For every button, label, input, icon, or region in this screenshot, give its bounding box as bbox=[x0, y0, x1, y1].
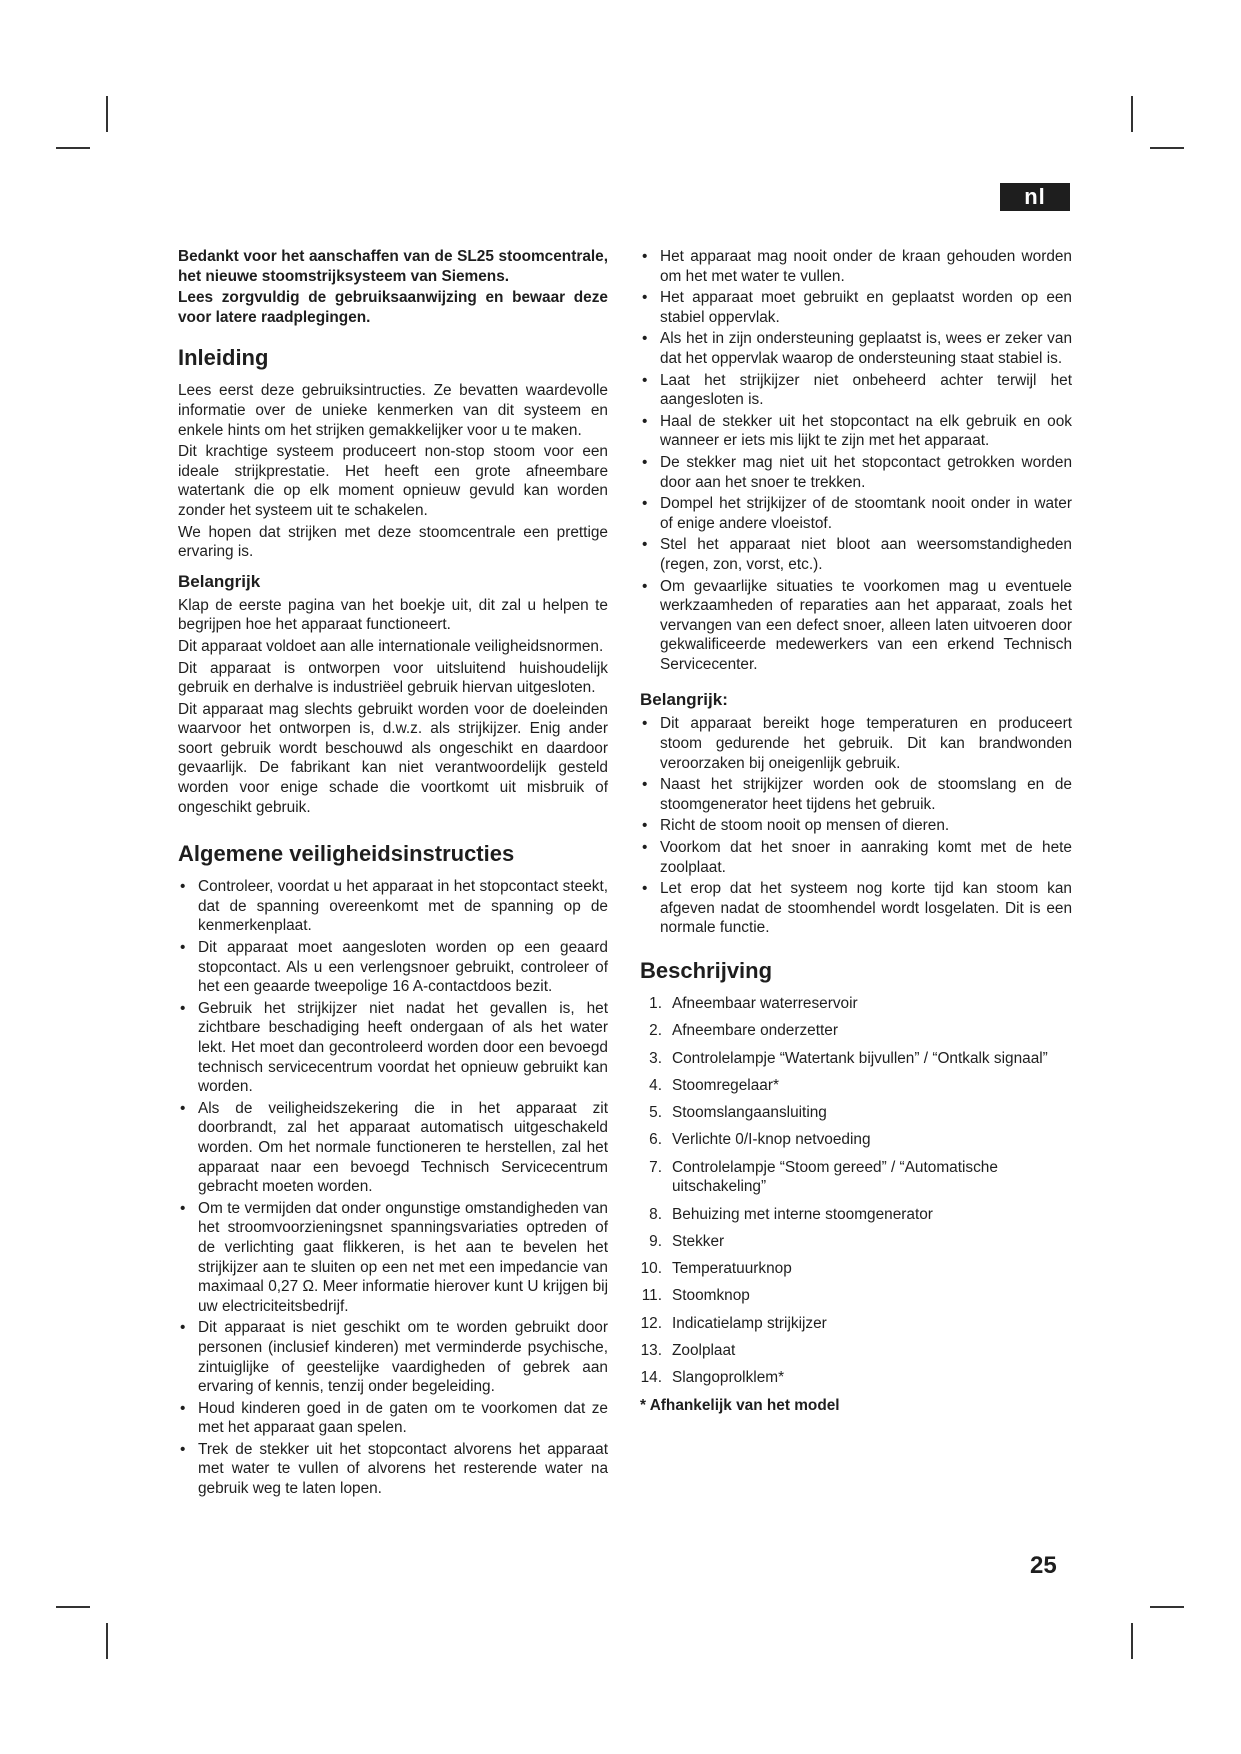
list-item: • Als de veiligheidszekering die in het apparaat zit doorbrandt, zal het apparaat automatisch uitgeschakeld worden. Om het normale functioneren te herstellen, zal het apparaat naar een bevoegd Technisch Servicecentrum gebracht moeten worden. bbox=[180, 1099, 608, 1196]
list-item: • Het apparaat moet gebruikt en geplaatst worden op een stabiel oppervlak. bbox=[642, 289, 1072, 326]
section-title-beschrijving: Beschrijving bbox=[640, 958, 773, 983]
section-title-belangrijk-2: Belangrijk: bbox=[640, 690, 728, 710]
paragraph: Klap de eerste pagina van het boekje uit, dit zal u helpen te begrijpen hoe het apparaat functioneert. bbox=[178, 596, 608, 634]
paragraph: Dit apparaat voldoet aan alle internationale veiligheidsnormen. bbox=[178, 637, 604, 655]
crop-mark-top-left-h bbox=[56, 147, 90, 149]
parts-list-item: 7. Controlelampje “Stoom gereed” / “Automatische uitschakeling” bbox=[649, 1158, 998, 1196]
list-item: • Haal de stekker uit het stopcontact na elk gebruik en ook wanneer er iets mis lijkt te zijn met het apparaat. bbox=[642, 412, 1072, 450]
parts-list-item: 13. Zoolplaat bbox=[640, 1341, 736, 1359]
list-item: • Dompel het strijkijzer of de stoomtank nooit onder in water of enige andere vloeistof. bbox=[642, 495, 1072, 532]
parts-list-item: 3. Controlelampje “Watertank bijvullen” / “Ontkalk signaal” bbox=[649, 1049, 1048, 1067]
right-column bbox=[640, 247, 1072, 1417]
important-list bbox=[640, 714, 1072, 938]
list-item: • Om gevaarlijke situaties te voorkomen mag u eventuele werkzaamheden of reparaties aan het apparaat, zoals het vervangen van een defect snoer, alleen laten uitvoeren door gekwalificeerde medewerkers van een erkend Technisch Servicecenter. bbox=[642, 577, 1072, 673]
left-column bbox=[178, 247, 608, 1501]
page-number: 25 bbox=[1030, 1552, 1057, 1579]
footnote: * Afhankelijk van het model bbox=[640, 1396, 840, 1414]
parts-list-item: 6. Verlichte 0/I-knop netvoeding bbox=[649, 1131, 871, 1149]
list-item: • Trek de stekker uit het stopcontact alvorens het apparaat met water te vullen of alvorens het resterende water na gebruik weg te laten lopen. bbox=[180, 1440, 608, 1498]
parts-list-item: 1. Afneembaar waterreservoir bbox=[649, 995, 858, 1012]
parts-list-item: 14. Slangoprolklem* bbox=[640, 1369, 785, 1387]
list-item: • Naast het strijkijzer worden ook de stoomslang en de stoomgenerator heet tijdens het gebruik. bbox=[642, 776, 1072, 813]
safety-list bbox=[178, 877, 608, 1498]
section-title-belangrijk: Belangrijk bbox=[178, 571, 261, 591]
paragraph: Lees eerst deze gebruiksintructies. Ze bevatten waardevolle informatie over de unieke kenmerken van dit systeem en enkele hints om het strijken gemakkelijker voor u te maken. bbox=[178, 382, 608, 439]
list-item: • Gebruik het strijkijzer niet nadat het gevallen is, het zichtbare beschadiging heeft ondergaan of als het water lekt. Het moet dan gecontroleerd worden door een bevoegd technisch servicecentrum voordat het opnieuw gebruikt kan worden. bbox=[180, 999, 608, 1096]
intro-paragraph: Lees zorgvuldig de gebruiksaanwijzing en bewaar deze voor latere raadplegingen. bbox=[178, 289, 608, 326]
parts-list-item: 11. Stoomknop bbox=[641, 1287, 750, 1305]
list-item: • Als het in zijn ondersteuning geplaatst is, wees er zeker van dat het oppervlak waarop de ondersteuning staat stabiel is. bbox=[642, 330, 1072, 367]
parts-list-item: 9. Stekker bbox=[649, 1232, 725, 1250]
parts-list-item: 8. Behuizing met interne stoomgenerator bbox=[649, 1205, 933, 1223]
section-title-inleiding: Inleiding bbox=[178, 345, 269, 371]
paragraph: Dit apparaat mag slechts gebruikt worden voor de doeleinden waarvoor het ontworpen is, d.w.z. als strijkijzer. Enig ander soort gebruik wordt beschouwd als ongeschikt en daardoor gevaarlijk. De fabrikant kan niet verantwoordelijk gesteld worden voor enige schade die voortkomt uit misbruik of ongeschikt gebruik. bbox=[178, 700, 608, 816]
list-item: • Houd kinderen goed in de gaten om te voorkomen dat ze met het apparaat gaan spelen. bbox=[180, 1399, 608, 1437]
list-item: • Het apparaat mag nooit onder de kraan gehouden worden om het met water te vullen. bbox=[642, 248, 1072, 285]
paragraph: We hopen dat strijken met deze stoomcentrale een prettige ervaring is. bbox=[178, 523, 608, 561]
list-item: • Voorkom dat het snoer in aanraking komt met de hete zoolplaat. bbox=[642, 839, 1072, 876]
list-item: • Dit apparaat bereikt hoge temperaturen en produceert stoom gedurende het gebruik. Dit kan brandwonden veroorzaken bij oneigenlijk gebruik. bbox=[642, 715, 1072, 772]
list-item: • Dit apparaat moet aangesloten worden op een geaard stopcontact. Als u een verlengsnoer gebruikt, controleer of het een geaarde tweepolige 16 A-contactdoos bezit. bbox=[180, 939, 608, 996]
paragraph: Dit krachtige systeem produceert non-stop stoom voor een ideale strijkprestatie. Het heeft een grote afneembare watertank die op elk moment opnieuw gevuld kan worden zonder het systeem uit te schakelen. bbox=[178, 443, 608, 519]
safety-list-continued bbox=[640, 247, 1072, 674]
crop-mark-top-right-v bbox=[1131, 96, 1133, 132]
parts-list-item: 5. Stoomslangaansluiting bbox=[649, 1104, 827, 1122]
list-item: • Laat het strijkijzer niet onbeheerd achter terwijl het aangesloten is. bbox=[642, 371, 1072, 409]
parts-list-item: 10. Temperatuurknop bbox=[640, 1260, 792, 1278]
crop-mark-top-right-h bbox=[1150, 147, 1184, 149]
crop-mark-bottom-left-h bbox=[56, 1606, 90, 1608]
list-item: • Controleer, voordat u het apparaat in het stopcontact steekt, dat de spanning overeenkomt met de spanning op de kenmerkenplaat. bbox=[180, 878, 608, 935]
intro-paragraph: Bedankt voor het aanschaffen van de SL25 stoomcentrale, het nieuwe stoomstrijksysteem van Siemens. bbox=[178, 248, 608, 285]
crop-mark-bottom-right-v bbox=[1131, 1623, 1133, 1659]
section-title-veiligheid: Algemene veiligheidsinstructies bbox=[178, 841, 515, 867]
language-tab: nl bbox=[1000, 183, 1070, 211]
list-item: • Richt de stoom nooit op mensen of dieren. bbox=[642, 817, 950, 835]
list-item: • Dit apparaat is niet geschikt om te worden gebruikt door personen (inclusief kinderen) met verminderde psychische, zintuiglijke of geestelijke vaardigheden of gebrek aan ervaring of kennis, tenzij onder begeleiding. bbox=[180, 1319, 608, 1396]
parts-list-item: 4. Stoomregelaar* bbox=[649, 1076, 779, 1094]
list-item: • Let erop dat het systeem nog korte tijd kan stoom kan afgeven nadat de stoomhendel wordt losgelaten. Dit is een normale functie. bbox=[642, 880, 1072, 937]
crop-mark-bottom-right-h bbox=[1150, 1606, 1184, 1608]
parts-list-item: 2. Afneembare onderzetter bbox=[649, 1022, 838, 1040]
list-item: • De stekker mag niet uit het stopcontact getrokken worden door aan het snoer te trekken. bbox=[642, 453, 1072, 491]
list-item: • Om te vermijden dat onder ongunstige omstandigheden van het stroomvoorzieningsnet spanningsvariaties optreden of de verlichting gaat flikkeren, is het aan te bevelen het strijkijzer aan te sluiten op een net met een impedancie van maximaal 0,27 Ω. Meer informatie hierover kunt U krijgen bij uw electriciteitsbedrijf. bbox=[180, 1199, 608, 1315]
crop-mark-top-left-v bbox=[106, 96, 108, 132]
paragraph: Dit apparaat is ontworpen voor uitsluitend huishoudelijk gebruik en derhalve is industriëel gebruik hiervan uitgesloten. bbox=[178, 659, 608, 697]
parts-list bbox=[640, 994, 1072, 1388]
list-item: • Stel het apparaat niet bloot aan weersomstandigheden (regen, zon, vorst, etc.). bbox=[642, 536, 1072, 573]
parts-list-item: 12. Indicatielamp strijkijzer bbox=[640, 1314, 827, 1332]
crop-mark-bottom-left-v bbox=[106, 1623, 108, 1659]
